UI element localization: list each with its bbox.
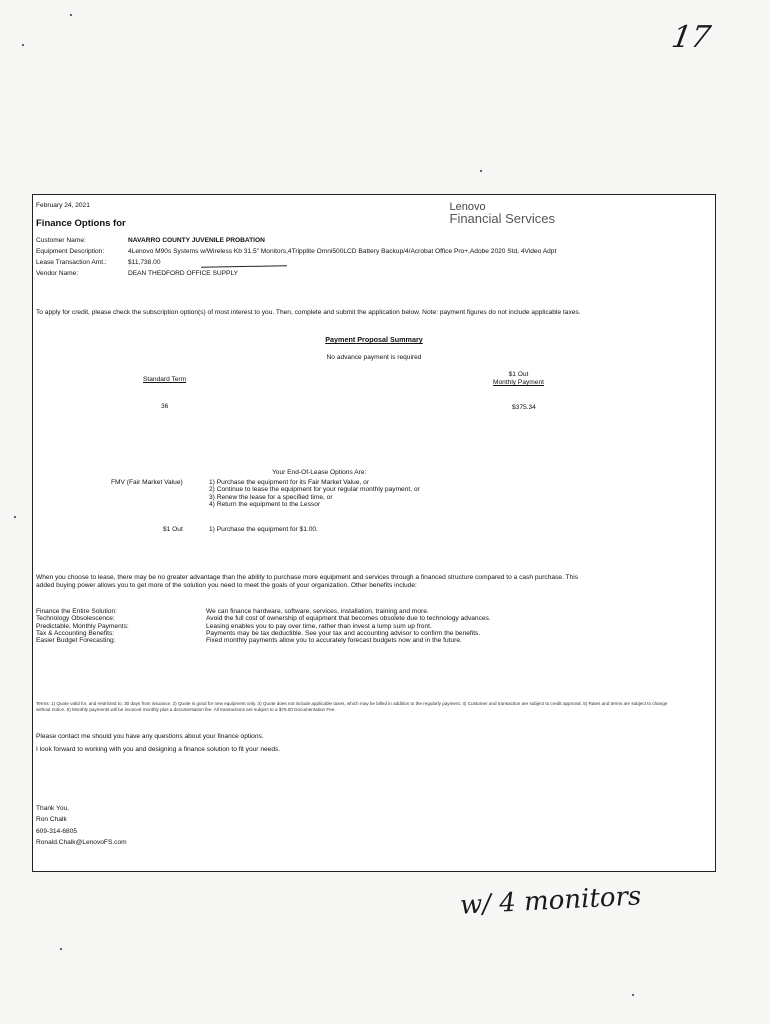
signoff-block	[36, 803, 127, 848]
scan-speck	[14, 516, 16, 518]
summary-title: Payment Proposal Summary	[325, 335, 423, 344]
lenovo-financial-logo	[450, 201, 556, 225]
fmv-label: FMV (Fair Market Value)	[111, 479, 183, 486]
document-date: February 24, 2021	[36, 202, 90, 209]
signer-name: Ron Chalk	[36, 816, 67, 824]
field-value: NAVARRO COUNTY JUVENILE PROBATION	[128, 237, 265, 244]
dollar-out-option: 1) Purchase the equipment for $1.00.	[209, 526, 318, 533]
payment-header	[493, 371, 544, 387]
benefit-label: Easier Budget Forecasting:	[36, 637, 116, 645]
contact-line-1: Please contact me should you have any questions about your finance options.	[36, 733, 264, 740]
handwritten-page-number: 17	[668, 20, 714, 55]
logo-line-1: Lenovo	[449, 201, 486, 213]
contact-line-2: I look forward to working with you and designing a finance solution to fit your needs.	[36, 746, 281, 753]
list-item: 1) Purchase the equipment for its Fair Market Value, or	[209, 479, 370, 486]
field-label: Customer Name:	[36, 237, 86, 244]
signer-phone: 609-314-6805	[36, 827, 78, 835]
scan-speck	[632, 994, 634, 996]
field-value: DEAN THEDFORD OFFICE SUPPLY	[128, 270, 239, 277]
handwritten-underline	[201, 265, 287, 268]
summary-subtitle: No advance payment is required	[326, 354, 422, 361]
logo-line-2: Financial Services	[449, 211, 555, 226]
field-value: 4Lenovo M90s Systems w/Wireless Kb 31.5" Monitors,4Tripplite Omni500LCD Battery Backup/4/Acrobat Office Pro+,Adobe 2020 Std, 4Video Adpt	[128, 248, 557, 255]
monthly-payment-header: Monthly Payment	[493, 379, 544, 386]
field-label: Lease Transaction Amt.:	[36, 259, 107, 266]
page-title: Finance Options for	[36, 218, 126, 229]
field-label: Vendor Name:	[36, 270, 79, 277]
finance-proposal-document	[32, 194, 716, 872]
benefit-label: Finance the Entire Solution:	[36, 608, 118, 615]
benefit-text: Payments may be tax deductible. See your tax and accounting advisor to confirm the benefits.	[206, 629, 481, 637]
benefit-text: We can finance hardware, software, services, installation, training and more.	[206, 608, 429, 615]
list-item: 3) Renew the lease for a specified time, or	[209, 493, 333, 501]
term-value: 36	[161, 403, 169, 410]
benefit-label: Predictable, Monthly Payments:	[36, 622, 129, 630]
dollar-out-label: $1 Out	[163, 526, 183, 533]
field-value: $11,738.00	[128, 259, 161, 266]
benefit-label: Technology Obsolescence:	[36, 615, 115, 623]
list-item: 4) Return the equipment to the Lessor	[209, 501, 321, 509]
end-of-lease-title: Your End-Of-Lease Options Are:	[272, 469, 367, 476]
apply-note: To apply for credit, please check the subscription option(s) of most interest to you. Then, complete and submit the application below. Note: payment figures do not include applicable taxes.	[36, 309, 581, 316]
payment-value: $375.34	[512, 404, 536, 411]
benefit-label: Tax & Accounting Benefits:	[36, 629, 115, 637]
benefit-text: Avoid the full cost of ownership of equipment that becomes obsolete due to technology advances.	[206, 615, 491, 623]
benefit-text: Fixed monthly payments allow you to accurately forecast budgets now and in the future.	[206, 637, 462, 645]
benefit-text: Leasing enables you to pay over time, rather than invest a lump sum up front.	[206, 622, 432, 630]
field-label: Equipment Description:	[36, 248, 105, 255]
scan-speck	[22, 44, 24, 46]
list-item: 2) Continue to lease the equipment for your regular monthly payment, or	[209, 486, 420, 494]
signer-email: Ronald.Chalk@LenovoFS.com	[36, 838, 127, 846]
advantages-paragraph: When you choose to lease, there may be no greater advantage than the ability to purchase more equipment and services through a financed structure compared to a cash purchase. This added buying power allows you to get more of the solution you need to meet the goals of your organization. Other benefits include:	[36, 574, 578, 590]
scan-speck	[70, 14, 72, 16]
fmv-options-list	[209, 479, 420, 509]
option-header: $1 Out	[508, 371, 529, 378]
signoff-line: Thank You,	[36, 805, 69, 812]
fine-print: Terms: 1) Quote valid for, and restricted to, 30 days from issuance. 2) Quote is good for new equipment only. 3) Quote does not include applicable taxes, which may be billed in addition to the regularly payment. 4) Customer and transaction are subject to credit approval. 5) Rates and terms are subject to change without notice. 6) Monthly payments will be invoiced monthly plus a documentation fee. All transactions are subject to a $75.00 Documentation Fee.	[36, 701, 668, 712]
scan-speck	[480, 170, 482, 172]
handwritten-margin-note: w/ 4 monitors	[459, 881, 642, 921]
scan-speck	[60, 948, 62, 950]
term-header: Standard Term	[143, 376, 187, 383]
